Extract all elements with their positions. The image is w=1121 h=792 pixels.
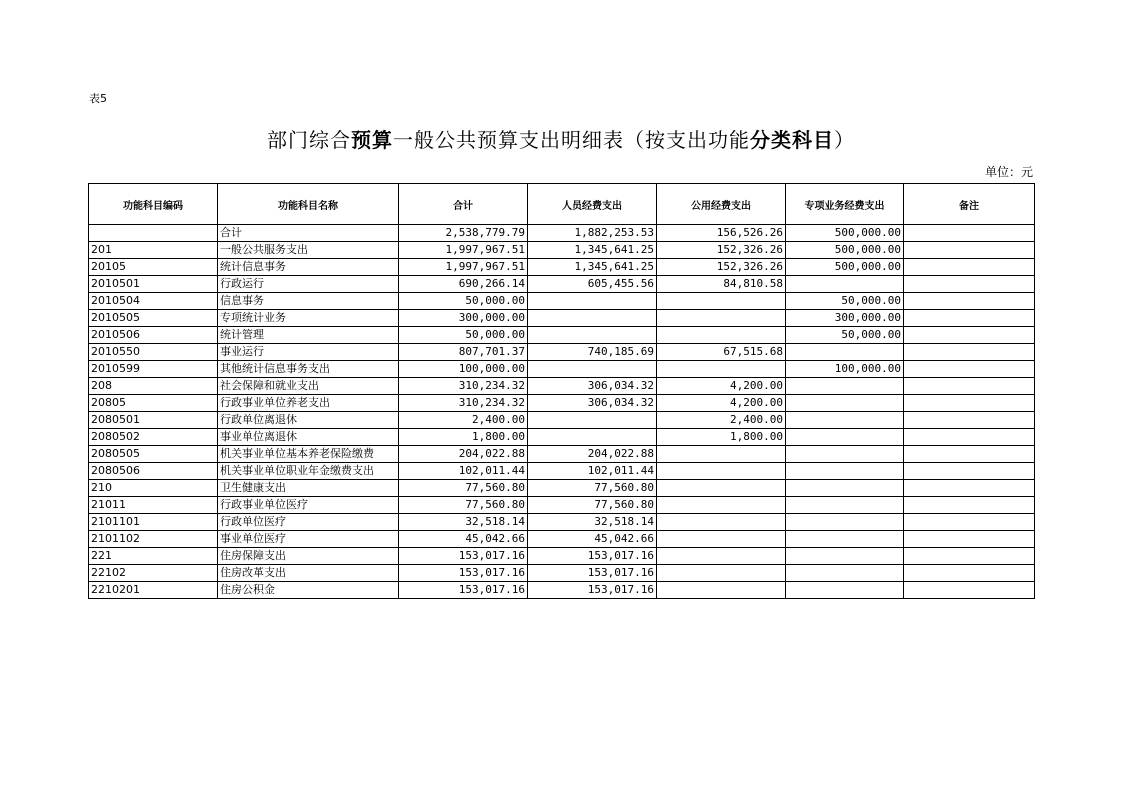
cell-name: 机关事业单位基本养老保险缴费	[218, 446, 399, 463]
cell-total: 2,538,779.79	[399, 225, 528, 242]
cell-total: 77,560.80	[399, 497, 528, 514]
cell-code: 22102	[89, 565, 218, 582]
title-part-5: ）	[834, 128, 855, 152]
cell-name: 其他统计信息事务支出	[218, 361, 399, 378]
cell-public	[657, 310, 786, 327]
table-row	[89, 259, 1035, 276]
cell-public	[657, 480, 786, 497]
cell-total: 300,000.00	[399, 310, 528, 327]
title-part-4: 分类科目	[750, 128, 834, 152]
cell-special	[786, 412, 904, 429]
cell-name: 统计管理	[218, 327, 399, 344]
cell-special: 500,000.00	[786, 259, 904, 276]
cell-code: 2080501	[89, 412, 218, 429]
cell-code: 2080505	[89, 446, 218, 463]
cell-special: 50,000.00	[786, 293, 904, 310]
cell-public: 156,526.26	[657, 225, 786, 242]
cell-personnel: 153,017.16	[528, 548, 657, 565]
cell-note	[904, 412, 1035, 429]
cell-note	[904, 446, 1035, 463]
cell-note	[904, 242, 1035, 259]
title-part-3: 一般公共预算支出明细表（按支出功能	[393, 128, 750, 152]
cell-public	[657, 497, 786, 514]
cell-code: 221	[89, 548, 218, 565]
table-row	[89, 293, 1035, 310]
table-row	[89, 242, 1035, 259]
cell-public: 4,200.00	[657, 395, 786, 412]
cell-code: 2010506	[89, 327, 218, 344]
table-row	[89, 446, 1035, 463]
header-name: 功能科目名称	[218, 184, 399, 225]
cell-name: 机关事业单位职业年金缴费支出	[218, 463, 399, 480]
cell-note	[904, 582, 1035, 599]
cell-public: 67,515.68	[657, 344, 786, 361]
cell-note	[904, 463, 1035, 480]
cell-name: 一般公共服务支出	[218, 242, 399, 259]
cell-special: 300,000.00	[786, 310, 904, 327]
cell-code: 208	[89, 378, 218, 395]
cell-note	[904, 344, 1035, 361]
cell-personnel: 77,560.80	[528, 480, 657, 497]
cell-special	[786, 463, 904, 480]
header-note: 备注	[904, 184, 1035, 225]
cell-special	[786, 344, 904, 361]
cell-total: 310,234.32	[399, 395, 528, 412]
table-row	[89, 531, 1035, 548]
cell-total: 153,017.16	[399, 582, 528, 599]
cell-name: 社会保障和就业支出	[218, 378, 399, 395]
cell-code: 2080502	[89, 429, 218, 446]
cell-public	[657, 446, 786, 463]
cell-special	[786, 548, 904, 565]
cell-personnel: 605,455.56	[528, 276, 657, 293]
cell-public: 1,800.00	[657, 429, 786, 446]
cell-public	[657, 548, 786, 565]
cell-note	[904, 531, 1035, 548]
cell-code: 2101102	[89, 531, 218, 548]
header-total: 合计	[399, 184, 528, 225]
cell-note	[904, 361, 1035, 378]
table-row	[89, 429, 1035, 446]
cell-personnel	[528, 293, 657, 310]
table-row	[89, 548, 1035, 565]
unit-label: 单位：元	[984, 165, 1033, 179]
cell-code: 2010505	[89, 310, 218, 327]
cell-personnel: 77,560.80	[528, 497, 657, 514]
cell-total: 1,997,967.51	[399, 259, 528, 276]
cell-total: 1,997,967.51	[399, 242, 528, 259]
cell-code: 210	[89, 480, 218, 497]
cell-special: 50,000.00	[786, 327, 904, 344]
header-code: 功能科目编码	[89, 184, 218, 225]
cell-total: 310,234.32	[399, 378, 528, 395]
cell-note	[904, 259, 1035, 276]
cell-special	[786, 582, 904, 599]
cell-note	[904, 225, 1035, 242]
cell-total: 50,000.00	[399, 327, 528, 344]
cell-personnel: 306,034.32	[528, 378, 657, 395]
cell-total: 2,400.00	[399, 412, 528, 429]
cell-special	[786, 395, 904, 412]
cell-total: 1,800.00	[399, 429, 528, 446]
cell-personnel: 1,345,641.25	[528, 259, 657, 276]
cell-special	[786, 429, 904, 446]
cell-total: 102,011.44	[399, 463, 528, 480]
cell-note	[904, 548, 1035, 565]
cell-name: 住房公积金	[218, 582, 399, 599]
cell-personnel	[528, 310, 657, 327]
cell-special	[786, 531, 904, 548]
cell-note	[904, 497, 1035, 514]
cell-note	[904, 293, 1035, 310]
table-row	[89, 276, 1035, 293]
cell-public	[657, 565, 786, 582]
cell-note	[904, 514, 1035, 531]
cell-public: 84,810.58	[657, 276, 786, 293]
table-row	[89, 310, 1035, 327]
cell-total: 153,017.16	[399, 565, 528, 582]
cell-special	[786, 378, 904, 395]
cell-personnel: 1,345,641.25	[528, 242, 657, 259]
cell-special	[786, 276, 904, 293]
budget-table	[88, 183, 1035, 599]
cell-public: 2,400.00	[657, 412, 786, 429]
cell-personnel: 1,882,253.53	[528, 225, 657, 242]
cell-personnel: 153,017.16	[528, 565, 657, 582]
cell-code: 2010599	[89, 361, 218, 378]
table-row	[89, 514, 1035, 531]
cell-total: 153,017.16	[399, 548, 528, 565]
header-special: 专项业务经费支出	[786, 184, 904, 225]
cell-name: 事业单位离退休	[218, 429, 399, 446]
cell-public: 4,200.00	[657, 378, 786, 395]
cell-name: 行政单位医疗	[218, 514, 399, 531]
cell-personnel: 153,017.16	[528, 582, 657, 599]
table-row	[89, 582, 1035, 599]
cell-code: 2080506	[89, 463, 218, 480]
cell-name: 事业运行	[218, 344, 399, 361]
cell-code: 2210201	[89, 582, 218, 599]
cell-name: 事业单位医疗	[218, 531, 399, 548]
cell-name: 行政单位离退休	[218, 412, 399, 429]
cell-code	[89, 225, 218, 242]
cell-total: 690,266.14	[399, 276, 528, 293]
cell-code: 2010504	[89, 293, 218, 310]
cell-code: 2010501	[89, 276, 218, 293]
cell-public	[657, 514, 786, 531]
table-number-label: 表5	[89, 92, 107, 105]
table-row	[89, 497, 1035, 514]
cell-total: 32,518.14	[399, 514, 528, 531]
cell-public	[657, 531, 786, 548]
cell-personnel	[528, 412, 657, 429]
cell-personnel	[528, 361, 657, 378]
cell-code: 2010550	[89, 344, 218, 361]
cell-personnel: 204,022.88	[528, 446, 657, 463]
cell-special: 500,000.00	[786, 225, 904, 242]
table-row	[89, 378, 1035, 395]
cell-note	[904, 276, 1035, 293]
cell-special	[786, 446, 904, 463]
cell-name: 统计信息事务	[218, 259, 399, 276]
cell-public	[657, 463, 786, 480]
cell-name: 行政事业单位养老支出	[218, 395, 399, 412]
cell-note	[904, 310, 1035, 327]
cell-total: 807,701.37	[399, 344, 528, 361]
title-part-1: 部门综合	[267, 128, 351, 152]
cell-personnel	[528, 327, 657, 344]
cell-public	[657, 582, 786, 599]
table-row	[89, 463, 1035, 480]
cell-code: 21011	[89, 497, 218, 514]
cell-personnel: 306,034.32	[528, 395, 657, 412]
cell-personnel: 32,518.14	[528, 514, 657, 531]
table-row	[89, 565, 1035, 582]
cell-personnel: 102,011.44	[528, 463, 657, 480]
cell-name: 行政运行	[218, 276, 399, 293]
cell-name: 卫生健康支出	[218, 480, 399, 497]
cell-special	[786, 480, 904, 497]
cell-total: 50,000.00	[399, 293, 528, 310]
cell-total: 45,042.66	[399, 531, 528, 548]
table-row	[89, 327, 1035, 344]
cell-special: 500,000.00	[786, 242, 904, 259]
cell-code: 20105	[89, 259, 218, 276]
cell-note	[904, 395, 1035, 412]
header-personnel: 人员经费支出	[528, 184, 657, 225]
cell-personnel: 740,185.69	[528, 344, 657, 361]
cell-name: 专项统计业务	[218, 310, 399, 327]
cell-code: 201	[89, 242, 218, 259]
cell-note	[904, 327, 1035, 344]
cell-personnel	[528, 429, 657, 446]
cell-special	[786, 497, 904, 514]
cell-name: 行政事业单位医疗	[218, 497, 399, 514]
cell-public: 152,326.26	[657, 242, 786, 259]
cell-note	[904, 378, 1035, 395]
table-row	[89, 225, 1035, 242]
table-row	[89, 480, 1035, 497]
cell-total: 204,022.88	[399, 446, 528, 463]
cell-total: 77,560.80	[399, 480, 528, 497]
table-row	[89, 412, 1035, 429]
cell-name: 住房保障支出	[218, 548, 399, 565]
cell-personnel: 45,042.66	[528, 531, 657, 548]
cell-note	[904, 565, 1035, 582]
table-row	[89, 361, 1035, 378]
cell-code: 2101101	[89, 514, 218, 531]
title-part-2: 预算	[351, 128, 393, 152]
cell-note	[904, 480, 1035, 497]
table-body	[89, 225, 1035, 599]
document-title	[88, 124, 1034, 153]
cell-public	[657, 327, 786, 344]
cell-special	[786, 514, 904, 531]
cell-public	[657, 361, 786, 378]
cell-public	[657, 293, 786, 310]
cell-name: 信息事务	[218, 293, 399, 310]
cell-name: 合计	[218, 225, 399, 242]
cell-code: 20805	[89, 395, 218, 412]
cell-note	[904, 429, 1035, 446]
table-row	[89, 395, 1035, 412]
cell-special	[786, 565, 904, 582]
cell-public: 152,326.26	[657, 259, 786, 276]
table-row	[89, 344, 1035, 361]
cell-name: 住房改革支出	[218, 565, 399, 582]
cell-total: 100,000.00	[399, 361, 528, 378]
header-public: 公用经费支出	[657, 184, 786, 225]
cell-special: 100,000.00	[786, 361, 904, 378]
table-header-row	[89, 184, 1035, 225]
